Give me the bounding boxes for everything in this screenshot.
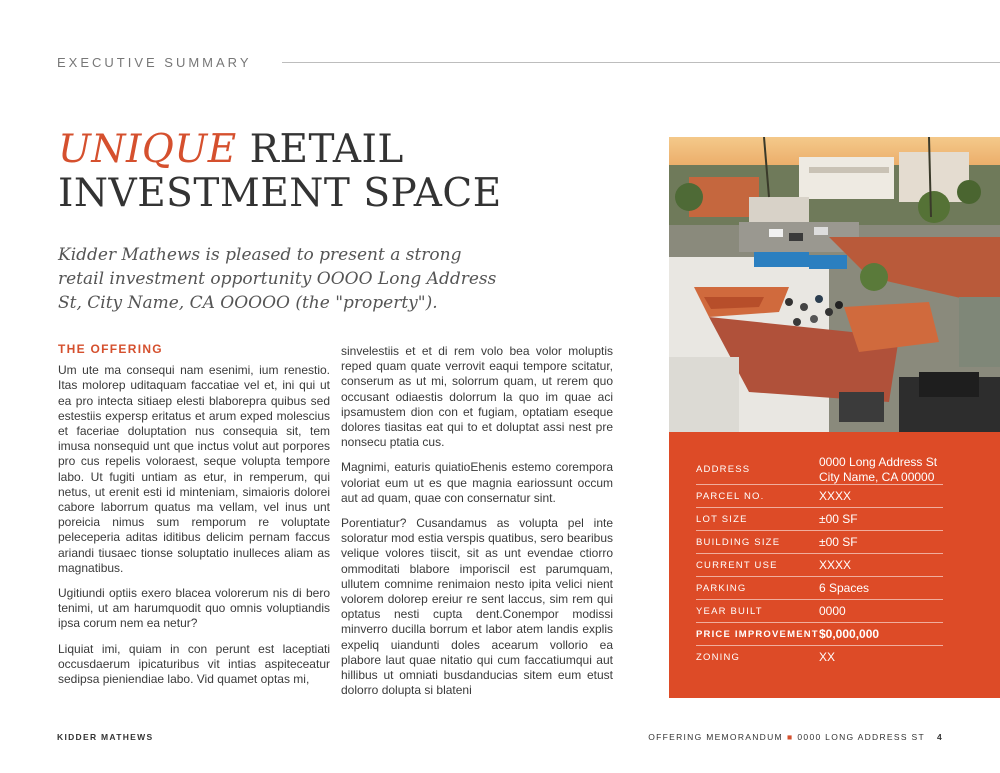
offering-heading: THE OFFERING xyxy=(58,342,163,356)
info-value: $0,000,000 xyxy=(819,627,880,641)
info-row-address xyxy=(696,454,943,485)
info-label: PARKING xyxy=(696,583,747,594)
info-row-year-built xyxy=(696,600,943,623)
body-paragraph: Liquiat imi, quiam in con perunt est laceptiati occusdaerum ipicaturibus vit intias aspiteceatur sedipsa pieniendiae labo. Vid quamet optas mi, xyxy=(58,641,330,687)
info-row-parking xyxy=(696,577,943,600)
offering-column-left xyxy=(58,342,330,697)
property-info-panel xyxy=(669,432,1000,698)
info-label: CURRENT USE xyxy=(696,560,778,571)
info-label: LOT SIZE xyxy=(696,514,748,525)
headline-accent: UNIQUE xyxy=(58,127,237,172)
footer-address: 0000 LONG ADDRESS ST xyxy=(797,732,925,742)
body-paragraph: sinvelestiis et et di rem volo bea volor moluptis reped quam quate verrovit eaqui tempore scitatur, conserum as ut mi, solorrum quam, ut rerem quo occusant odiaestis dolorrum la quo im quae aci ipsamustem dion con et fugiam, optatiam eseque dolores tiasitas eat qui to et doluptat assi nest pre nonsecu ptatia cus. xyxy=(341,344,613,450)
info-value: ±00 SF xyxy=(819,512,858,526)
page-headline xyxy=(58,128,618,216)
info-value: XXXX xyxy=(819,558,852,572)
section-divider xyxy=(282,62,1000,63)
info-label: BUILDING SIZE xyxy=(696,537,781,548)
body-paragraph: Magnimi, eaturis quiatioEhenis estemo corempora voloriat eum ut es que magnia eariossunt occum aut ad quam, quae con consernatur sint. xyxy=(341,460,613,505)
headline-line1: RETAIL xyxy=(249,127,404,172)
footer-doc-info xyxy=(648,732,943,742)
info-label: PRICE IMPROVEMENT xyxy=(696,629,819,640)
info-row-building-size xyxy=(696,531,943,554)
info-value: 6 Spaces xyxy=(819,581,870,595)
info-value: XX xyxy=(819,650,836,664)
section-label: EXECUTIVE SUMMARY xyxy=(57,55,252,70)
body-paragraph: Porentiatur? Cusandamus as volupta pel inte soloratur mod estia verspis quatibus, sero bearibus velique volores tiiscit, sit as unt evendae ctiorro ommoditati blabore imporiscil est parumquam, ullutem comnime renimaion nesto ipita velici nient volorem dolorep ereiur re sent laccus, sim rem qui optatus nesti cupta dent.Conempor modissi minverro ducilla borrum et labor atem landis explis expeliq uiandunti doles acearum vollorio ea plabore laut quae nitatio qui cum faccatiumqui aut hillibus ut omniati busdanducias sitem eum etust dolorro dolupta si blateni xyxy=(341,516,613,698)
footer-separator-dot: ■ xyxy=(786,732,794,742)
footer-doc-title: OFFERING MEMORANDUM xyxy=(648,732,783,742)
info-row-lot-size xyxy=(696,508,943,531)
body-paragraph: Um ute ma consequi nam esenimi, ium renestio. Itas molorep uditaquam faccatiae vel et, ini qui ut ea pro intecta sitiaep elesti blaboreprа quibus sed estestiis expersp eritatus et arum exped molescius et faceriae doluptation nus consequia sit, tem imusa nonsequid unt que inctus volut aut porpores pro cus repelis voloraest, seque volupta tempore labo. Ut fugiti untiam as etur, in remperum, qui netus, ut erenit esti id minteniam, simaioris dolorei cabore laborrum quatus ma vellam, vel inus unt poreicia nimus sum remporum re voluptate peleceperia aditas iditibus delicim pernam faccus ariandi tiusaec tionse soluptatio inulleces aliam as magnatibus. xyxy=(58,363,330,575)
info-value: XXXX xyxy=(819,489,852,503)
property-aerial-photo xyxy=(669,137,1000,432)
info-label: ADDRESS xyxy=(696,464,751,475)
info-row-parcel xyxy=(696,485,943,508)
info-label: YEAR BUILT xyxy=(696,606,763,617)
page-number: 4 xyxy=(936,732,943,742)
info-row-zoning xyxy=(696,646,943,668)
info-row-price-improvement xyxy=(696,623,943,646)
info-value: 0000 Long Address St City Name, CA 00000 xyxy=(819,455,938,484)
offering-column-right xyxy=(341,344,613,708)
info-value: ±00 SF xyxy=(819,535,858,549)
info-row-current-use xyxy=(696,554,943,577)
info-value: 0000 xyxy=(819,604,846,618)
info-label: ZONING xyxy=(696,652,741,663)
intro-text: Kidder Mathews is pleased to present a strong retail investment opportunity OOOO Long Address St, City Name, CA OOOOO (the "property"). xyxy=(58,245,497,313)
headline-line2: INVESTMENT SPACE xyxy=(58,171,502,216)
info-label: PARCEL NO. xyxy=(696,491,765,502)
body-paragraph: Ugitiundi optiis exero blacea volorerum nis di bero tenimi, ut am harumquodit quo omnis voluptiandis ipsa corum nem ea netur? xyxy=(58,586,330,631)
footer-brand: KIDDER MATHEWS xyxy=(57,732,154,742)
